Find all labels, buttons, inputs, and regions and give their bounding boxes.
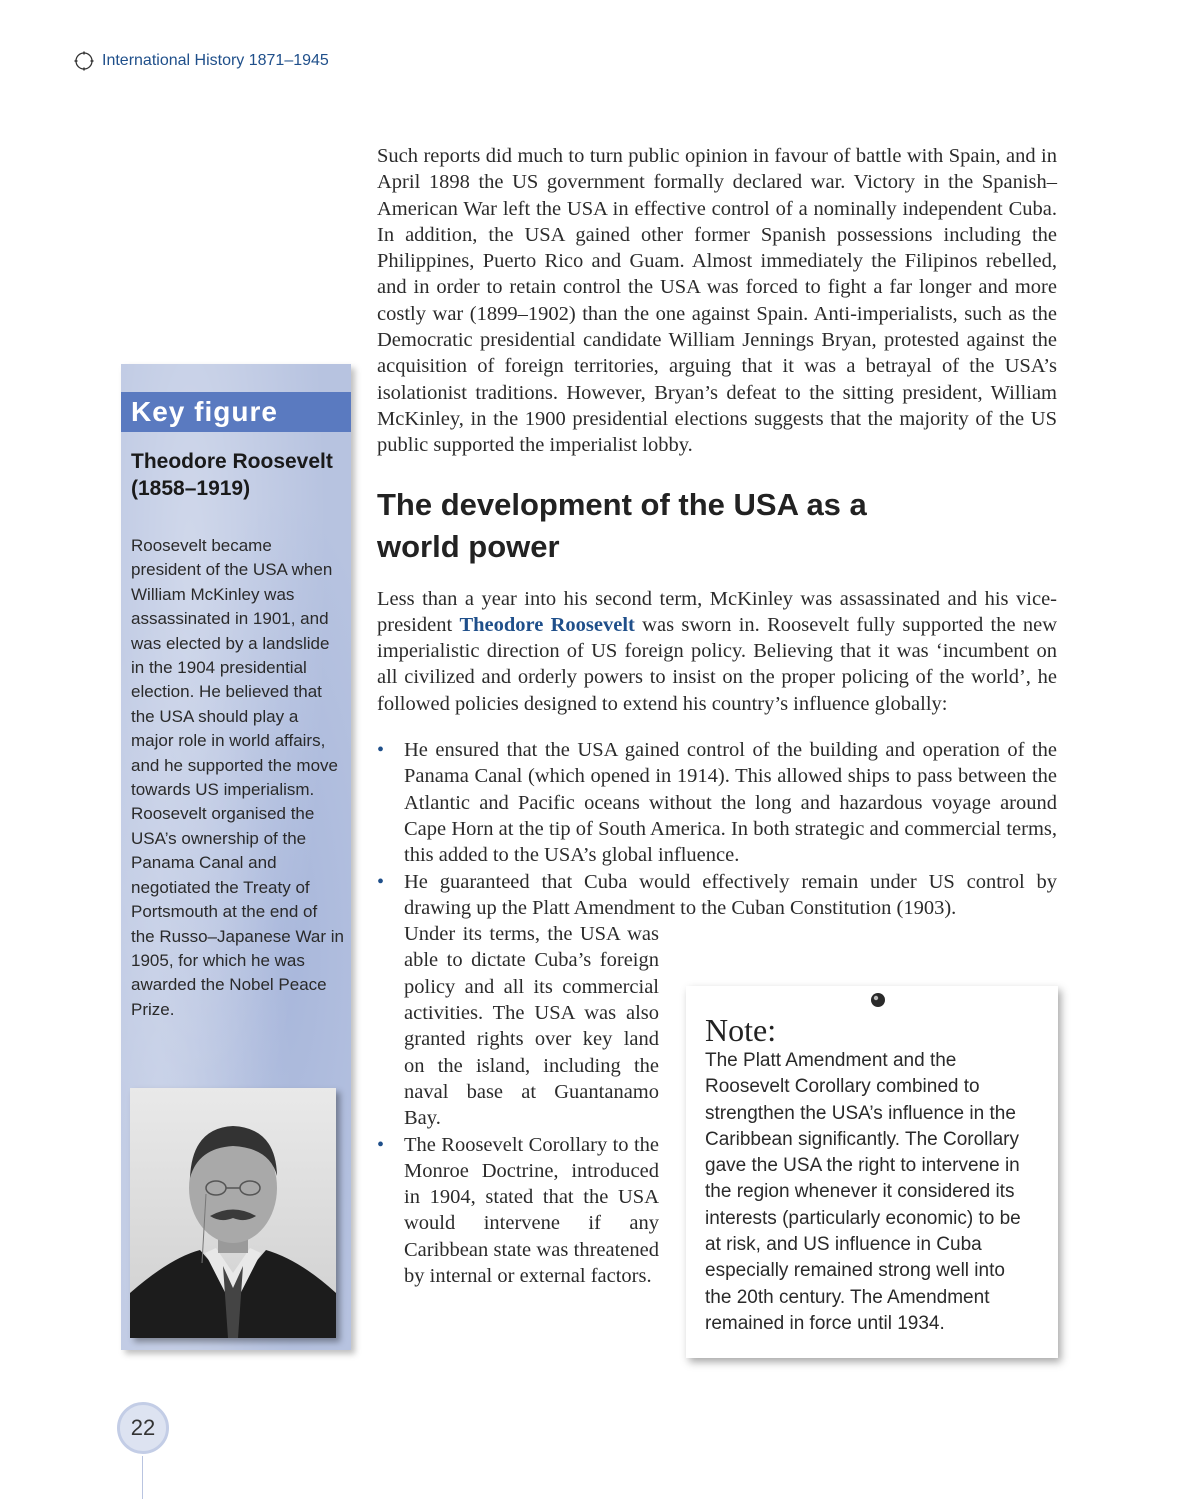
bullet-icon: • [377,870,385,893]
section-heading [377,484,1057,568]
page-number-rule [142,1456,143,1499]
pushpin-icon [870,992,886,1008]
running-header [74,48,329,74]
roosevelt-portrait [130,1088,336,1338]
key-figure-biography: Roosevelt became president of the USA when William McKinley was assassinated in 1901, and was elected by a landslide in the 1904 presidential election. He believed that the USA should play a major role in world affairs, and he supported the move towards US imperialism. Roosevelt organised the USA’s ownership of the Panama Canal and negotiated the Treaty of Portsmouth at the end of the Russo–Japanese War in 1905, for which he was awarded the Nobel Peace Prize. [131,536,344,1019]
section-paragraph-start: Less than a year into his second term, McKinley was assassinated and his vice-president [377,587,1057,636]
bullet-text-panama: He ensured that the USA gained control of the building and operation of the Panama Canal (which opened in 1914). This allowed ships to pass between the Atlantic and Pacific oceans without the long and hazardous voyage around Cape Horn at the tip of South America. In both strategic and commercial terms, this added to the USA’s global influence. [404,739,1057,867]
book-title: International History 1871–1945 [102,52,329,69]
key-figure-sidebar [121,364,351,1350]
circle-ornament-icon [74,51,94,71]
list-item [377,737,1057,868]
section-paragraph [377,586,1057,717]
bullet-icon: • [377,1133,385,1156]
intro-paragraph: Such reports did much to turn public opinion in favour of battle with Spain, and in April 1898 the US government formally declared war. Victory in the Spanish–American War left the USA in effective control of a nominally independent Cuba. In addition, the USA gained other former Spanish possessions including the Philippines, Puerto Rico and Guam. Almost immediately the Filipinos rebelled, and in order to retain control the USA was forced to fight a far longer and more costly war (1899–1902) than the one against Spain. Anti-imperialists, such as the Democratic presidential candidate William Jennings Bryan, protested against the acquisition of foreign territories, arguing that it was a betrayal of the USA’s isolationist traditions. However, Bryan’s defeat to the sitting president, William McKinley, in the 1900 presidential elections suggests that the majority of the US public supported the imperialist lobby. [377,145,1057,457]
key-figure-banner: Key figure [121,392,351,432]
note-title: Note: [705,1012,777,1048]
bullet-text-platt: He guaranteed that Cuba would effectively remain under US control by drawing up the Platt Amendment to the Cuban Constitution (1903). [404,870,1057,919]
note-text: The Platt Amendment and the Roosevelt Corollary combined to strengthen the USA’s influence in the Caribbean significantly. The Corollary gave the USA the right to intervene in the region whenever it considered its interests (particularly economic) to be at risk, and US influence in Cuba especially remained strong well into the 20th century. The Amendment remained in force until 1934. [705,1050,1021,1334]
bullet-text-corollary: The Roosevelt Corollary to the Monroe Doctrine, introduced in 1904, stated that the USA would intervene if any Caribbean state was threatened by internal or external factors. [404,1133,659,1287]
section-heading-line-1: The development of the USA as a [377,486,867,522]
section-heading-line-2: world power [377,528,560,564]
section-paragraph-end: was sworn in. Roosevelt fully supported the new imperialistic direction of US foreign policy. Believing that it was ‘incumbent on all civilized and orderly powers to insist on the proper policing of the world’, he followed policies designed to extend his country’s influence globally: [377,613,1057,715]
page-number: 22 [130,1415,156,1440]
page-number-badge [117,1402,169,1454]
bullet-text-platt-continued: Under its terms, the USA was able to dictate Cuba’s foreign policy and all its commercial activities. The USA was also granted rights over key land on the island, including the naval base at Guantanamo Bay. [404,923,659,1130]
key-figure-name: Theodore Roosevelt (1858–1919) [131,450,333,500]
note-box [686,986,1058,1358]
glossary-term-theodore-roosevelt[interactable]: Theodore Roosevelt [459,613,635,636]
portrait-photo-icon [130,1088,336,1338]
bullet-icon: • [377,739,385,762]
